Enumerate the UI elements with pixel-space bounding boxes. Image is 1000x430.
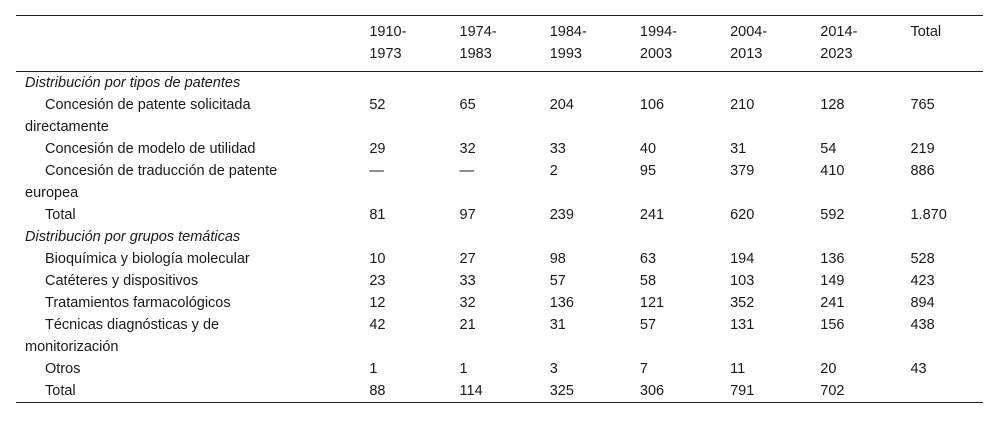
- row-label-line-1: Tratamientos farmacológicos: [45, 295, 231, 311]
- row-label-line-1: Técnicas diagnósticas y de: [45, 317, 220, 333]
- cell: 241: [820, 295, 845, 311]
- cell: 3: [549, 361, 558, 377]
- cell-total: 423: [910, 273, 935, 289]
- cell: 65: [459, 97, 476, 113]
- cell: 114: [459, 383, 483, 399]
- table-row: [16, 138, 983, 160]
- cell-total: 886: [910, 163, 935, 179]
- row-label: [16, 160, 369, 204]
- cell: 379: [730, 163, 755, 179]
- header-period-1994-2003: [640, 16, 730, 72]
- cell: 29: [369, 141, 386, 157]
- table-body: [16, 72, 983, 403]
- table-row: [16, 270, 983, 292]
- header-period-1974-1983: [460, 16, 550, 72]
- cell: 31: [549, 317, 566, 333]
- row-label-line-1: Bioquímica y biología molecular: [45, 251, 250, 267]
- row-label-line-1: Concesión de traducción de patente: [45, 163, 278, 179]
- cell: 20: [820, 361, 837, 377]
- cell-total: 43: [910, 361, 927, 377]
- cell: 592: [820, 207, 845, 223]
- row-label-line-1: Total: [45, 383, 76, 399]
- header-line: 1984-: [549, 24, 587, 40]
- section-title: Distribución por tipos de patentes: [25, 75, 241, 91]
- cell: 410: [820, 163, 845, 179]
- cell: 33: [459, 273, 476, 289]
- header-line: 2004-: [730, 24, 768, 40]
- cell: 156: [820, 317, 845, 333]
- cell: 149: [820, 273, 845, 289]
- cell: 791: [730, 383, 755, 399]
- cell: 40: [639, 141, 657, 157]
- header-period-1984-1993: [550, 16, 640, 72]
- cell-total: 219: [910, 141, 935, 157]
- row-label: [16, 292, 369, 314]
- cell: 136: [549, 295, 574, 311]
- row-label-line-1: Concesión de patente solicitada: [45, 97, 251, 113]
- header-row: [16, 16, 983, 72]
- cell: 128: [820, 97, 845, 113]
- cell-total: 528: [910, 251, 935, 267]
- cell: 194: [730, 251, 755, 267]
- header-line: 2014-: [820, 24, 858, 40]
- cell: 81: [369, 207, 386, 223]
- cell-total: 894: [910, 295, 935, 311]
- cell: 1: [369, 361, 378, 377]
- cell-total: [910, 380, 983, 403]
- cell: 32: [459, 295, 476, 311]
- cell: 136: [820, 251, 845, 267]
- table-row: [16, 314, 983, 358]
- row-label-line-2: monitorización: [25, 339, 119, 355]
- row-label-line-1: Concesión de modelo de utilidad: [45, 141, 256, 157]
- cell: 57: [639, 317, 657, 333]
- header-line: 2013: [730, 46, 763, 62]
- section-row: [16, 226, 983, 248]
- row-label-line-2: directamente: [25, 119, 109, 135]
- cell: 33: [549, 141, 566, 157]
- cell: 23: [369, 273, 386, 289]
- cell: 88: [369, 383, 386, 399]
- table-row-total: [16, 380, 983, 403]
- cell-total: 1.870: [910, 207, 947, 223]
- cell: 131: [730, 317, 755, 333]
- cell: 241: [639, 207, 665, 223]
- cell: 57: [549, 273, 566, 289]
- cell: 42: [369, 317, 386, 333]
- row-label: [16, 204, 369, 226]
- cell: 58: [639, 273, 657, 289]
- header-line: 1974-: [459, 24, 497, 40]
- row-label-line-1: Otros: [45, 361, 81, 377]
- row-label: [16, 380, 369, 403]
- header-period-2014-2023: [820, 16, 910, 72]
- cell: 306: [639, 383, 665, 399]
- row-label: [16, 358, 369, 380]
- cell: 21: [459, 317, 476, 333]
- table-row: [16, 248, 983, 270]
- cell: 106: [639, 97, 665, 113]
- cell: —: [369, 163, 384, 179]
- table-row: [16, 94, 983, 138]
- row-label: [16, 138, 369, 160]
- section-row: [16, 72, 983, 95]
- cell: 52: [369, 97, 386, 113]
- table-row: [16, 160, 983, 204]
- cell: 702: [820, 383, 845, 399]
- cell: 1: [459, 361, 468, 377]
- row-label-line-1: Total: [45, 207, 76, 223]
- cell: 32: [459, 141, 476, 157]
- row-label: [16, 94, 369, 138]
- cell: 98: [549, 251, 566, 267]
- cell: 210: [730, 97, 755, 113]
- header-line: 1983: [459, 46, 492, 62]
- cell: 27: [459, 251, 476, 267]
- cell: 325: [549, 383, 574, 399]
- cell: 54: [820, 141, 837, 157]
- header-line: 2003: [639, 46, 673, 62]
- cell: —: [459, 163, 475, 179]
- row-label: [16, 270, 369, 292]
- header-period-2004-2013: [730, 16, 820, 72]
- header-label-empty: [16, 16, 369, 72]
- cell: 63: [639, 251, 657, 267]
- table-row-total: [16, 204, 983, 226]
- cell-total: 765: [910, 97, 935, 113]
- row-label: [16, 248, 369, 270]
- cell: 95: [639, 163, 657, 179]
- header-line: 1993: [549, 46, 582, 62]
- header-line: 2023: [820, 46, 853, 62]
- cell: 7: [639, 361, 648, 377]
- cell: 103: [730, 273, 755, 289]
- header-total: Total: [910, 24, 942, 40]
- cell: 352: [730, 295, 755, 311]
- row-label-line-1: Catéteres y dispositivos: [45, 273, 199, 289]
- cell: 97: [459, 207, 476, 223]
- patents-table: [16, 15, 983, 403]
- header-line: 1994-: [639, 24, 678, 40]
- table-header: [16, 16, 983, 72]
- cell: 10: [369, 251, 386, 267]
- row-label: [16, 314, 369, 358]
- section-title: Distribución por grupos temáticas: [25, 229, 241, 245]
- cell: 204: [549, 97, 574, 113]
- cell: 2: [549, 163, 558, 179]
- cell: 620: [730, 207, 755, 223]
- cell: 31: [730, 141, 747, 157]
- header-line: 1973: [369, 46, 402, 62]
- row-label-line-2: europea: [25, 185, 79, 201]
- cell-total: 438: [910, 317, 935, 333]
- header-period-1910-1973: [369, 16, 459, 72]
- header-line: 1910-: [369, 24, 407, 40]
- cell: 121: [639, 295, 665, 311]
- table-row: [16, 358, 983, 380]
- cell: 239: [549, 207, 574, 223]
- cell: 12: [369, 295, 386, 311]
- cell: 11: [730, 361, 746, 377]
- table-row: [16, 292, 983, 314]
